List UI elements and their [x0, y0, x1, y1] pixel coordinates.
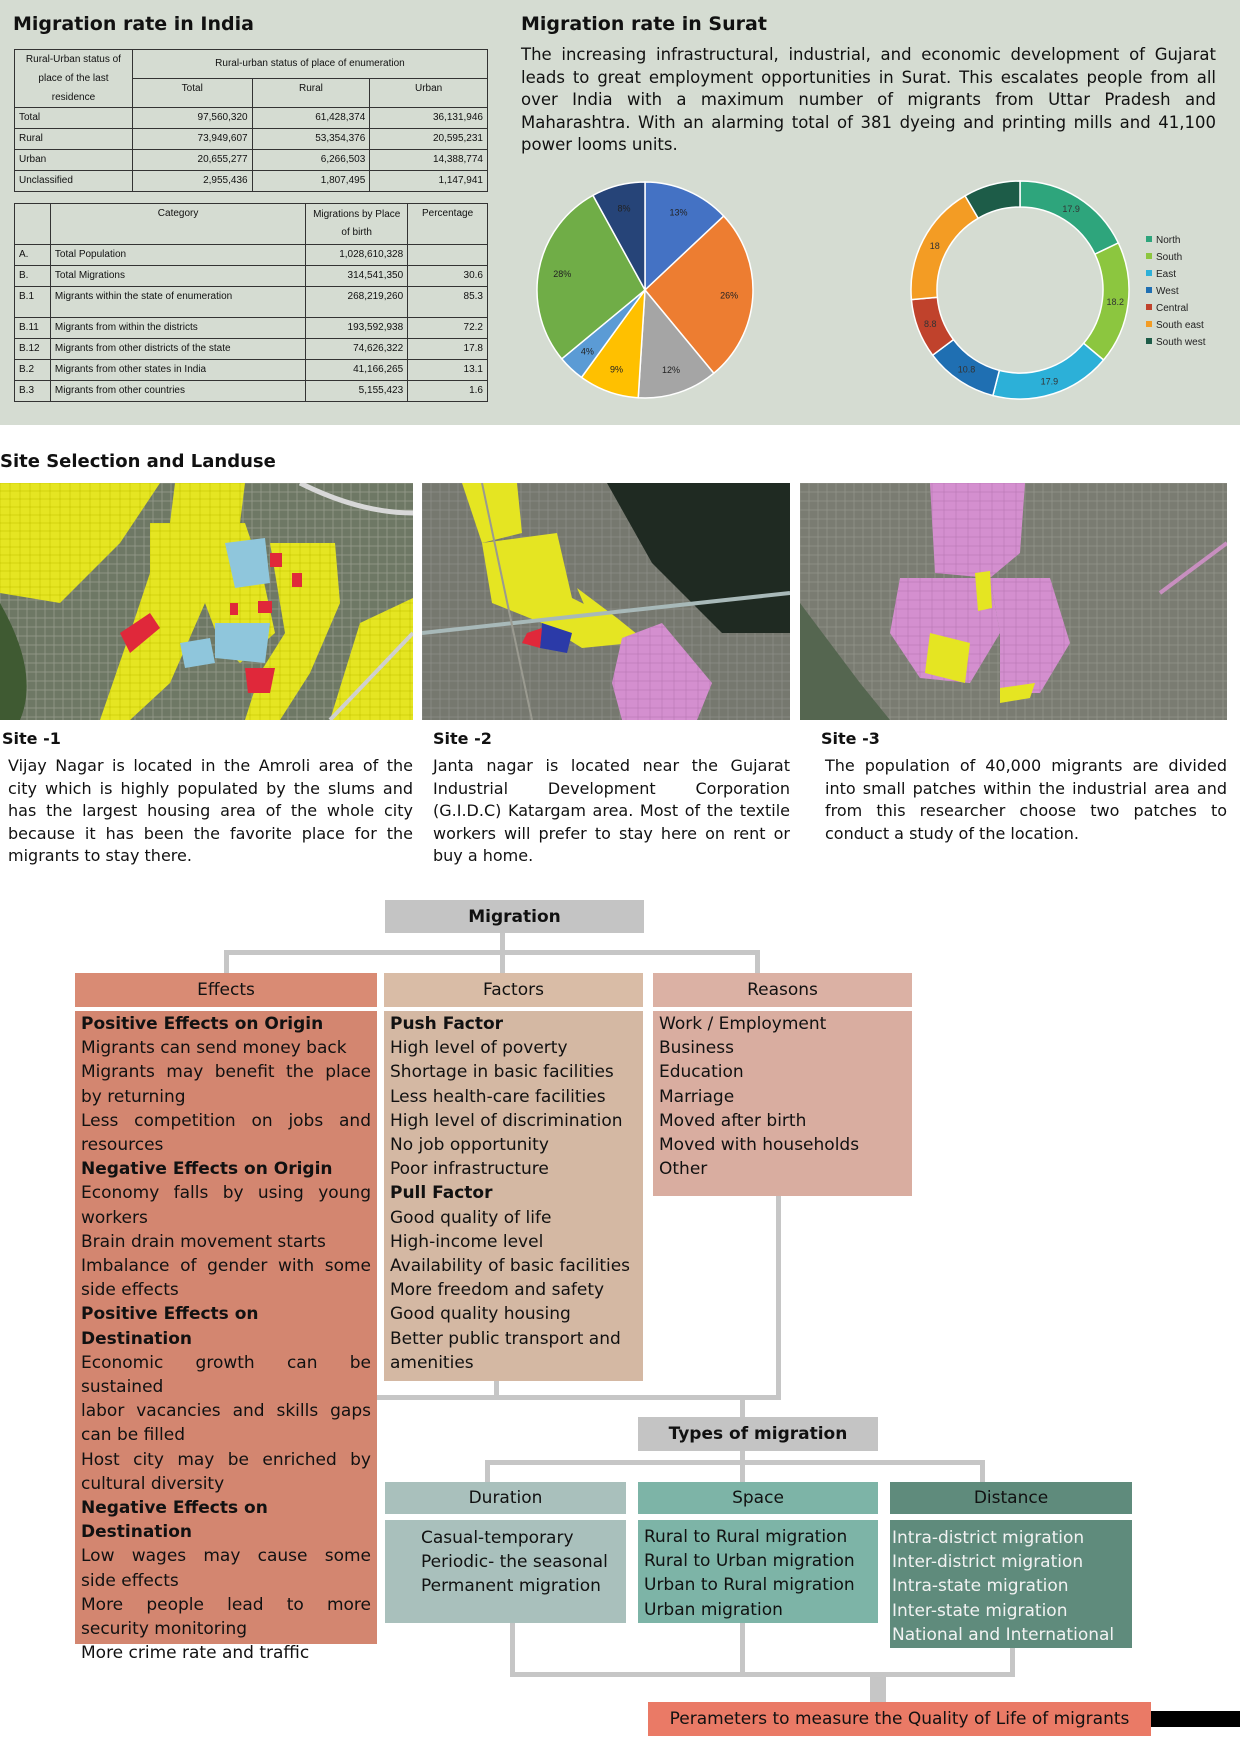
parameters-node: Perameters to measure the Quality of Life of migrants — [648, 1702, 1151, 1736]
sites-heading: Site Selection and Landuse — [0, 451, 276, 472]
list-item: Inter-state migration — [892, 1600, 1068, 1621]
list-item: Less health-care facilities — [390, 1086, 606, 1107]
legend-label: Central — [1156, 303, 1189, 314]
list-item: Economy falls by using young — [81, 1183, 371, 1204]
list-item: More people lead to more — [81, 1594, 371, 1615]
duration-header: Duration — [385, 1482, 626, 1514]
site-2-map — [422, 483, 790, 720]
table-row: B.12 Migrants from other districts of the state 74,626,322 17.8 — [15, 339, 488, 360]
list-item: Poor infrastructure — [390, 1159, 549, 1180]
table-row: B.2 Migrants from other states in India 41,166,265 13.1 — [15, 360, 488, 381]
list-item: Business — [659, 1038, 734, 1059]
list-item: Low wages may cause some — [81, 1546, 371, 1567]
pie-value-label: 8% — [617, 203, 631, 214]
list-heading: Push Factor — [390, 1014, 504, 1034]
legend-swatch — [1146, 287, 1152, 293]
list-item: Work / Employment — [659, 1014, 827, 1034]
connector-line — [499, 1395, 781, 1400]
list-item: security monitoring — [81, 1619, 248, 1640]
table-row: B.11 Migrants from within the districts 193,592,938 72.2 — [15, 318, 488, 339]
distance-header: Distance — [890, 1482, 1132, 1514]
migration-category-table — [14, 203, 488, 402]
list-item: Brain drain movement starts — [81, 1231, 326, 1252]
legend-item — [1146, 337, 1205, 348]
table1-subheader-total: Total — [132, 79, 252, 108]
pie-value-label: 26% — [720, 290, 739, 301]
pie-value-label: 13% — [669, 207, 688, 218]
site-3-title: Site -3 — [821, 729, 880, 748]
surat-heading: Migration rate in Surat — [521, 13, 767, 35]
site-3-description: The population of 40,000 migrants are divided into small patches within the industrial area and from this researcher choose two patches to conduct a study of the location. — [825, 756, 1227, 843]
site-3-map — [800, 483, 1227, 720]
list-item: National and International — [892, 1624, 1115, 1645]
list-item: Migrants may benefit the place — [81, 1062, 371, 1083]
site-2-description: Janta nagar is located near the Gujarat Industrial Development Corporation (G.I.D.C) Katargam area. Most of the textile workers will prefer to stay here on rent or buy a home. — [433, 756, 790, 865]
list-item: Urban to Rural migration — [644, 1575, 855, 1596]
table2-migrations-header: Migrations by Place of birth — [306, 204, 408, 245]
table1-col1-header: Rural-Urban status of place of the last residence — [15, 50, 133, 108]
table2-category-header: Category — [50, 204, 305, 245]
connector-line — [375, 1395, 500, 1400]
factors-header: Factors — [384, 973, 643, 1007]
space-header: Space — [638, 1482, 878, 1514]
legend-label: West — [1156, 286, 1179, 297]
list-item: sustained — [81, 1377, 164, 1398]
connector-line — [485, 1460, 490, 1483]
pie-value-label: 9% — [609, 364, 623, 375]
connector-line — [500, 950, 505, 974]
india-heading: Migration rate in India — [13, 13, 254, 35]
list-heading: Negative Effects on Destination — [81, 1498, 268, 1543]
legend-item — [1146, 269, 1176, 280]
legend-label: South — [1156, 252, 1183, 263]
surat-description: The increasing infrastructural, industrial, and economic development of Gujarat leads to great employment opportunities in Surat. This escalates people from all over India with a maximum number of migrants from Uttar Pradesh and Maharashtra. With an alarming total of 381 dyeing and printing mills and 41,100 power looms units. — [521, 45, 1216, 154]
list-heading: Pull Factor — [390, 1183, 493, 1204]
effects-header: Effects — [75, 973, 377, 1007]
list-item: Good quality of life — [390, 1207, 552, 1228]
site-1-description: Vijay Nagar is located in the Amroli area of the city which is highly populated by the slums and has the largest housing area of the whole city because it has been the favorite place for the migrants to stay there. — [8, 756, 413, 865]
legend-item — [1146, 320, 1204, 331]
legend-swatch — [1146, 253, 1152, 259]
donut-value-label: 10.8 — [957, 364, 976, 375]
list-item: Less competition on jobs and — [81, 1110, 371, 1131]
list-item: High level of discrimination — [390, 1110, 623, 1131]
factors-list — [384, 1011, 643, 1381]
list-item: Intra-state migration — [892, 1576, 1069, 1597]
connector-line — [485, 1460, 985, 1465]
list-item: amenities — [390, 1352, 474, 1373]
table-row: B. Total Migrations 314,541,350 30.6 — [15, 266, 488, 287]
list-item: Better public transport and — [390, 1328, 621, 1349]
connector-line — [740, 1395, 745, 1419]
list-item: Periodic- the seasonal — [421, 1552, 608, 1573]
state-migrants-pie-chart — [530, 175, 760, 405]
list-item: High-income level — [390, 1231, 544, 1252]
pie-value-label: 12% — [662, 365, 681, 376]
donut-value-label: 17.9 — [1040, 376, 1059, 387]
table-row: Total 97,560,320 61,428,374 36,131,946 — [15, 108, 488, 129]
table1-subheader-urban: Urban — [370, 79, 488, 108]
donut-segment-north — [1020, 181, 1118, 254]
legend-swatch — [1146, 236, 1152, 242]
table-row: Rural 73,949,607 53,354,376 20,595,231 — [15, 129, 488, 150]
list-item: No job opportunity — [390, 1135, 549, 1156]
table-row: A. Total Population 1,028,610,328 — [15, 245, 488, 266]
list-item: can be filled — [81, 1425, 186, 1446]
list-item: Moved after birth — [659, 1110, 807, 1131]
reasons-header: Reasons — [653, 973, 912, 1007]
connector-line — [870, 1672, 886, 1702]
list-item: More crime rate and traffic — [81, 1643, 310, 1664]
effects-list — [75, 1011, 377, 1664]
legend-swatch — [1146, 338, 1152, 344]
rural-urban-table — [14, 49, 488, 192]
list-item: by returning — [81, 1086, 186, 1107]
list-heading: Negative Effects on Origin — [81, 1159, 333, 1180]
direction-migrants-donut-chart — [905, 175, 1135, 405]
legend-label: East — [1156, 269, 1177, 280]
legend-swatch — [1146, 270, 1152, 276]
list-item: High level of poverty — [390, 1038, 568, 1059]
list-item: Rural to Rural migration — [644, 1527, 848, 1547]
migration-root-node: Migration — [385, 900, 644, 933]
list-item: Imbalance of gender with some — [81, 1256, 371, 1277]
table-row: Unclassified 2,955,436 1,807,495 1,147,941 — [15, 171, 488, 192]
table-row: Urban 20,655,277 6,266,503 14,388,774 — [15, 150, 488, 171]
list-item: Moved with households — [659, 1135, 860, 1156]
list-item: workers — [81, 1207, 148, 1228]
list-item: Marriage — [659, 1086, 735, 1107]
list-item: Casual-temporary — [421, 1528, 574, 1548]
list-item: More freedom and safety — [390, 1280, 605, 1301]
list-item: resources — [81, 1135, 164, 1156]
list-item: Economic growth can be — [81, 1352, 371, 1373]
list-item: Availability of basic facilities — [390, 1256, 631, 1277]
black-bar — [1151, 1711, 1240, 1727]
list-item: side effects — [81, 1280, 179, 1301]
list-item: Rural to Urban migration — [644, 1551, 855, 1572]
migration-stats-panel — [0, 0, 1240, 425]
legend-swatch — [1146, 321, 1152, 327]
legend-swatch — [1146, 304, 1152, 310]
site-1-map — [0, 483, 413, 720]
connector-line — [980, 1460, 985, 1483]
list-item: side effects — [81, 1570, 179, 1591]
legend-label: North — [1156, 235, 1181, 246]
legend-item — [1146, 286, 1179, 297]
table1-subheader-rural: Rural — [252, 79, 370, 108]
types-of-migration-node: Types of migration — [638, 1417, 878, 1451]
pie-value-label: 4% — [580, 346, 594, 357]
list-item: labor vacancies and skills gaps — [81, 1401, 371, 1422]
donut-value-label: 18.2 — [1106, 297, 1125, 308]
list-item: Urban migration — [644, 1599, 783, 1620]
reasons-list — [653, 1011, 912, 1196]
space-list — [638, 1520, 878, 1623]
legend-item — [1146, 252, 1182, 263]
connector-line — [224, 950, 229, 974]
donut-value-label: 17.9 — [1062, 203, 1080, 214]
table2-percentage-header: Percentage — [408, 204, 488, 245]
duration-list — [385, 1520, 626, 1623]
list-heading: Positive Effects on Destination — [81, 1304, 259, 1349]
connector-line — [755, 950, 760, 974]
table1-group-header: Rural-urban status of place of enumeration — [132, 50, 487, 79]
list-heading: Positive Effects on Origin — [81, 1014, 324, 1034]
list-item: Host city may be enriched by — [81, 1449, 371, 1470]
list-item: Inter-district migration — [892, 1552, 1084, 1573]
connector-line — [510, 1622, 515, 1677]
legend-item — [1146, 303, 1188, 314]
list-item: Good quality housing — [390, 1304, 571, 1325]
list-item: Other — [659, 1159, 708, 1180]
list-item: Migrants can send money back — [81, 1038, 347, 1059]
legend-item — [1146, 235, 1180, 246]
site-1-title: Site -1 — [2, 729, 61, 748]
donut-segment-south-east — [911, 196, 978, 300]
list-item: Education — [659, 1062, 744, 1083]
list-item: Intra-district migration — [892, 1528, 1085, 1548]
connector-line — [740, 1460, 745, 1483]
table-row: B.3 Migrants from other countries 5,155,423 1.6 — [15, 381, 488, 402]
donut-value-label: 8.8 — [924, 319, 937, 330]
list-item: Shortage in basic facilities — [390, 1062, 614, 1083]
donut-value-label: 18 — [929, 240, 940, 251]
legend-label: South west — [1156, 337, 1206, 348]
site-2-title: Site -2 — [433, 729, 492, 748]
list-item: Permanent migration — [421, 1576, 601, 1597]
distance-list — [890, 1520, 1132, 1648]
list-item: cultural diversity — [81, 1473, 225, 1494]
connector-line — [776, 1195, 781, 1400]
connector-line — [224, 950, 760, 955]
connector-line — [510, 1672, 1015, 1677]
pie-value-label: 28% — [553, 269, 572, 280]
donut-segment-east — [993, 343, 1104, 399]
legend-label: South east — [1156, 320, 1204, 331]
table-row: B.1 Migrants within the state of enumeration 268,219,260 85.3 — [15, 287, 488, 318]
